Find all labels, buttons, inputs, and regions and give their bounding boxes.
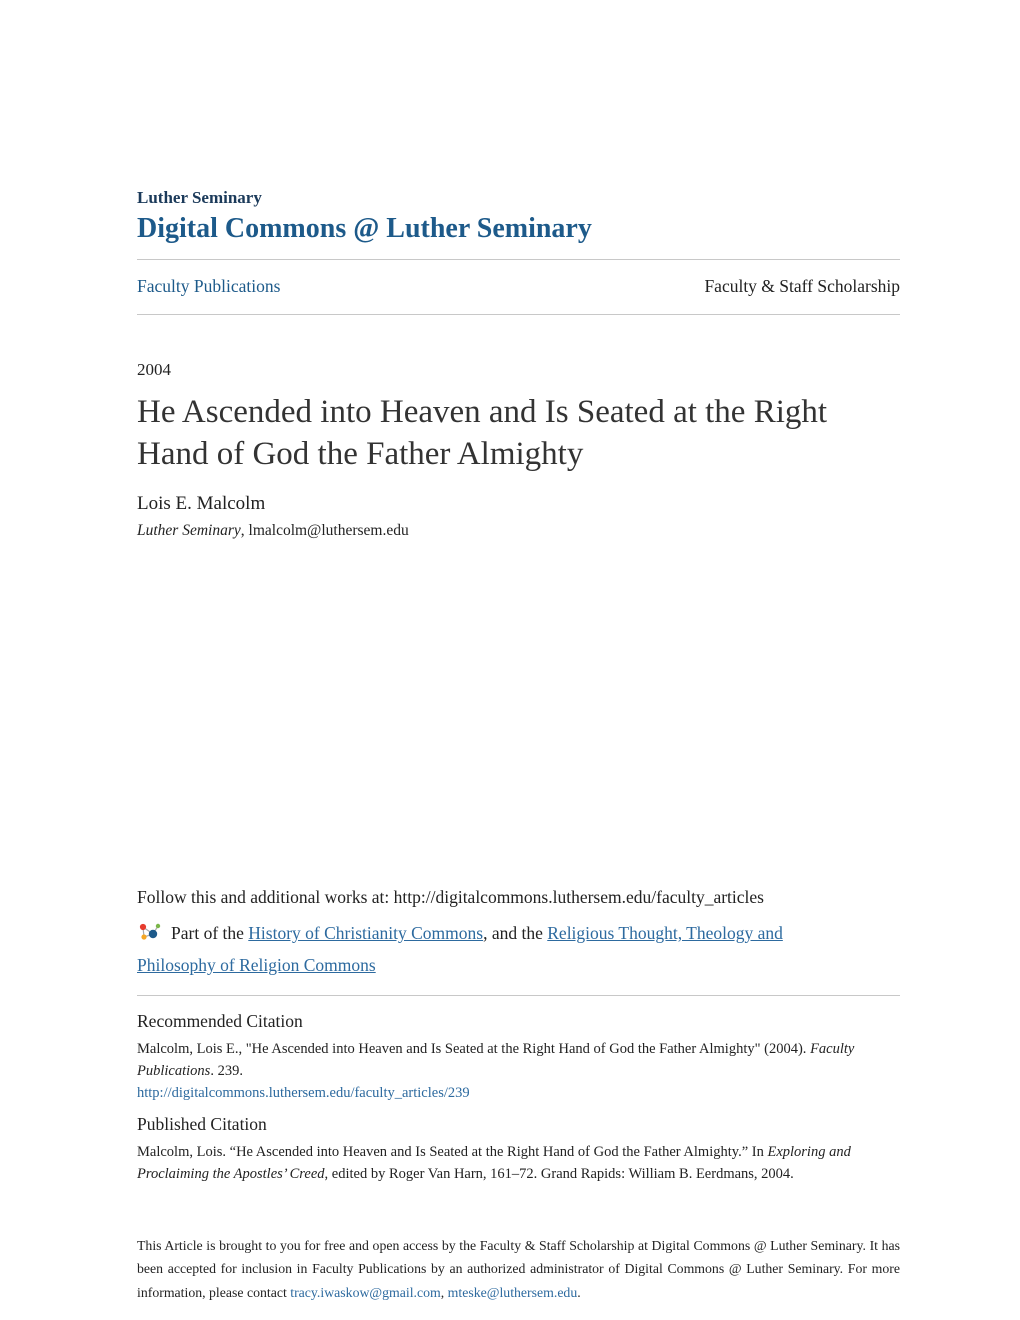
recommended-citation-text (137, 1039, 900, 1083)
religious-thought-commons-link[interactable]: Religious Thought, Theology and Philosophy of Religion Commons (137, 922, 783, 976)
recommended-citation-url-link[interactable]: http://digitalcommons.luthersem.edu/faculty_articles/239 (137, 1084, 470, 1101)
recommended-citation-series: Faculty Publications (137, 1041, 855, 1080)
published-citation-details: , edited by Roger Van Harn, 161–72. Grand Rapids: William B. Eerdmans, 2004. (324, 1166, 794, 1183)
recommended-citation-number: . 239. (210, 1063, 243, 1080)
article-info (137, 359, 900, 1304)
author-name[interactable]: Lois E. Malcolm (137, 493, 266, 515)
part-of-commons-line (137, 919, 827, 980)
follow-prefix-text: Follow this and additional works at: (137, 887, 394, 908)
header-divider-bottom (137, 314, 900, 315)
author-affiliation (137, 521, 900, 540)
digital-commons-network-icon (137, 921, 162, 951)
email-separator: , (440, 1284, 448, 1300)
recommended-citation-heading: Recommended Citation (137, 1010, 303, 1031)
statement-period: . (577, 1284, 581, 1300)
faculty-articles-url-link[interactable]: http://digitalcommons.luthersem.edu/faculty_articles (393, 887, 764, 908)
recommended-citation-main: Malcolm, Lois E., "He Ascended into Heaven and Is Seated at the Right Hand of God the Father Almighty" (2004). (137, 1041, 811, 1058)
open-access-text: This Article is brought to you for free and open access by the Faculty & Staff Scholarship at Digital Commons @ Luther Seminary. It has been accepted for inclusion in Faculty Publications by an authorized administrator of Digital Commons @ Luther Seminary. For more information, please contact (137, 1237, 900, 1300)
published-citation-heading: Published Citation (137, 1113, 267, 1134)
header-divider-top (137, 259, 900, 260)
follow-works-line (137, 886, 900, 910)
part-of-prefix-text: Part of the (171, 922, 249, 943)
publication-year: 2004 (137, 360, 171, 380)
citation-divider (137, 995, 900, 996)
contact-email-1-link[interactable]: tracy.iwaskow@gmail.com (290, 1284, 441, 1300)
part-of-connector-text: , and the (483, 922, 548, 943)
header-nav (137, 275, 900, 299)
whitespace-spacer (137, 540, 900, 886)
nav-faculty-staff-scholarship[interactable]: Faculty & Staff Scholarship (704, 276, 900, 297)
site-title[interactable]: Digital Commons @ Luther Seminary (137, 213, 592, 245)
affiliation-email: , lmalcolm@luthersem.edu (240, 521, 409, 539)
published-citation-text (137, 1142, 900, 1186)
open-access-statement (137, 1234, 900, 1304)
history-of-christianity-commons-link[interactable]: History of Christianity Commons (248, 922, 484, 943)
published-citation-main: Malcolm, Lois. “He Ascended into Heaven and Is Seated at the Right Hand of God the Father Almighty.” In (137, 1144, 768, 1161)
institution-name: Luther Seminary (137, 188, 262, 207)
nav-faculty-publications[interactable]: Faculty Publications (137, 276, 281, 297)
contact-email-2-link[interactable]: mteske@luthersem.edu (447, 1284, 578, 1300)
article-title: He Ascended into Heaven and Is Seated at the Right Hand of God the Father Almighty (137, 394, 828, 473)
published-citation-book-title: Exploring and Proclaiming the Apostles’ Creed (137, 1144, 851, 1183)
site-header (137, 188, 900, 315)
affiliation-institution: Luther Seminary (137, 521, 241, 539)
